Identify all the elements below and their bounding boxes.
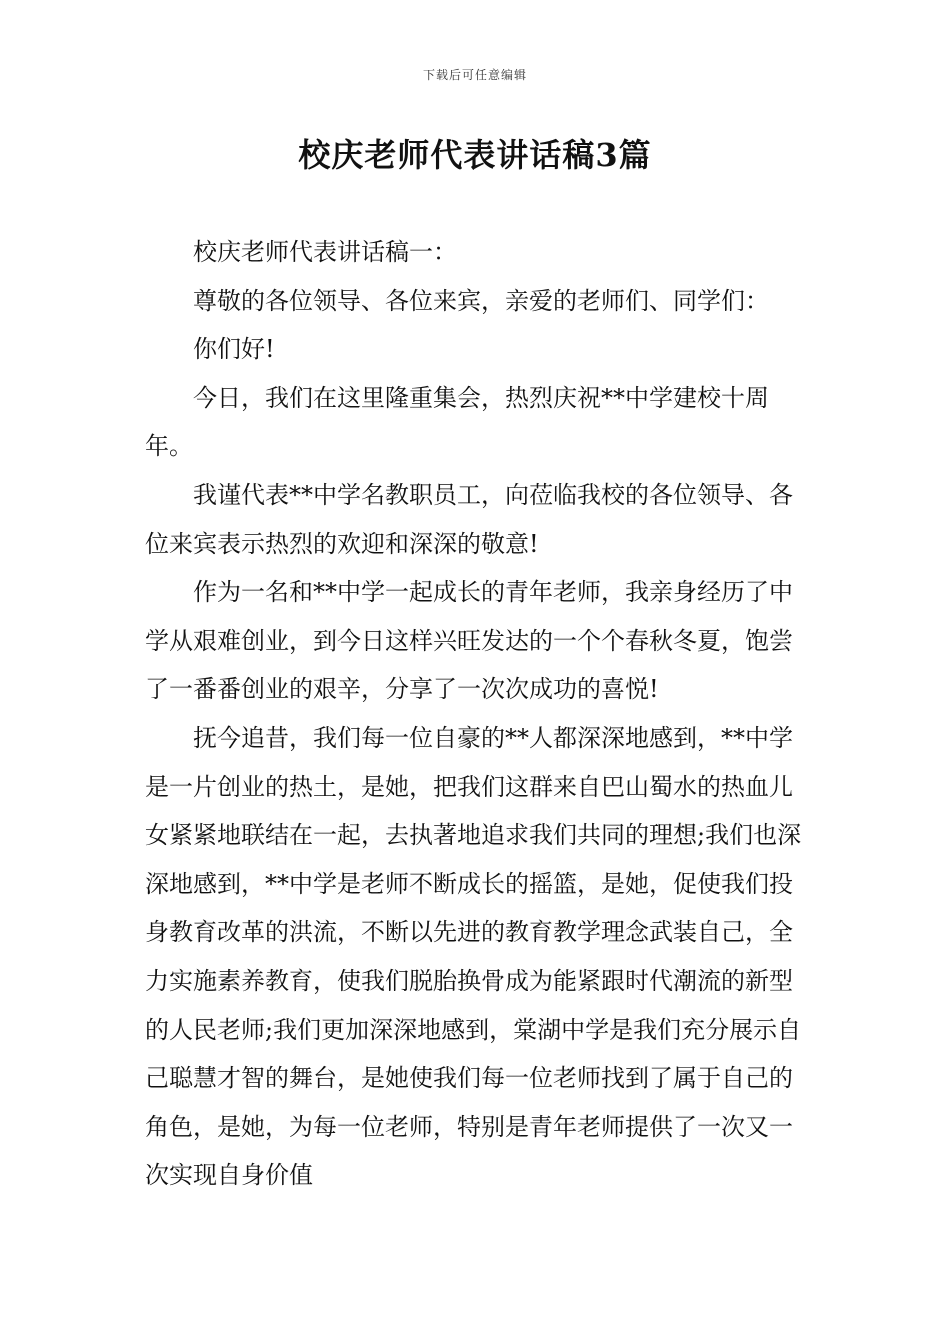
document-body — [145, 228, 807, 1200]
paragraph: 抚今追昔，我们每一位自豪的**人都深深地感到，**中学是一片创业的热土，是她，把我们这群来自巴山蜀水的热血儿女紧紧地联结在一起，去执著地追求我们共同的理想;我们也深深地感到，**中学是老师不断成长的摇篮，是她，促使我们投身教育改革的洪流，不断以先进的教育教学理念武装自己，全力实施素养教育，使我们脱胎换骨成为能紧跟时代潮流的新型的人民老师;我们更加深深地感到，棠湖中学是我们充分展示自己聪慧才智的舞台，是她使我们每一位老师找到了属于自己的角色，是她，为每一位老师，特别是青年老师提供了一次又一次实现自身价值 — [145, 723, 802, 1190]
paragraph: 今日，我们在这里隆重集会，热烈庆祝**中学建校十周年。 — [145, 383, 769, 461]
paragraph: 你们好! — [193, 335, 275, 364]
paragraph: 我谨代表**中学名教职员工，向莅临我校的各位领导、各位来宾表示热烈的欢迎和深深的敬意! — [145, 480, 793, 558]
paragraph: 校庆老师代表讲话稿一： — [193, 238, 457, 266]
document-title: 校庆老师代表讲话稿3篇 — [298, 136, 652, 174]
header-note: 下载后可任意编辑 — [422, 68, 527, 82]
paragraph: 作为一名和**中学一起成长的青年老师，我亲身经历了中学从艰难创业，到今日这样兴旺发达的一个个春秋冬夏，饱尝了一番番创业的艰辛，分享了一次次成功的喜悦! — [145, 578, 793, 704]
paragraph: 尊敬的各位领导、各位来宾，亲爱的老师们、同学们： — [193, 286, 769, 315]
